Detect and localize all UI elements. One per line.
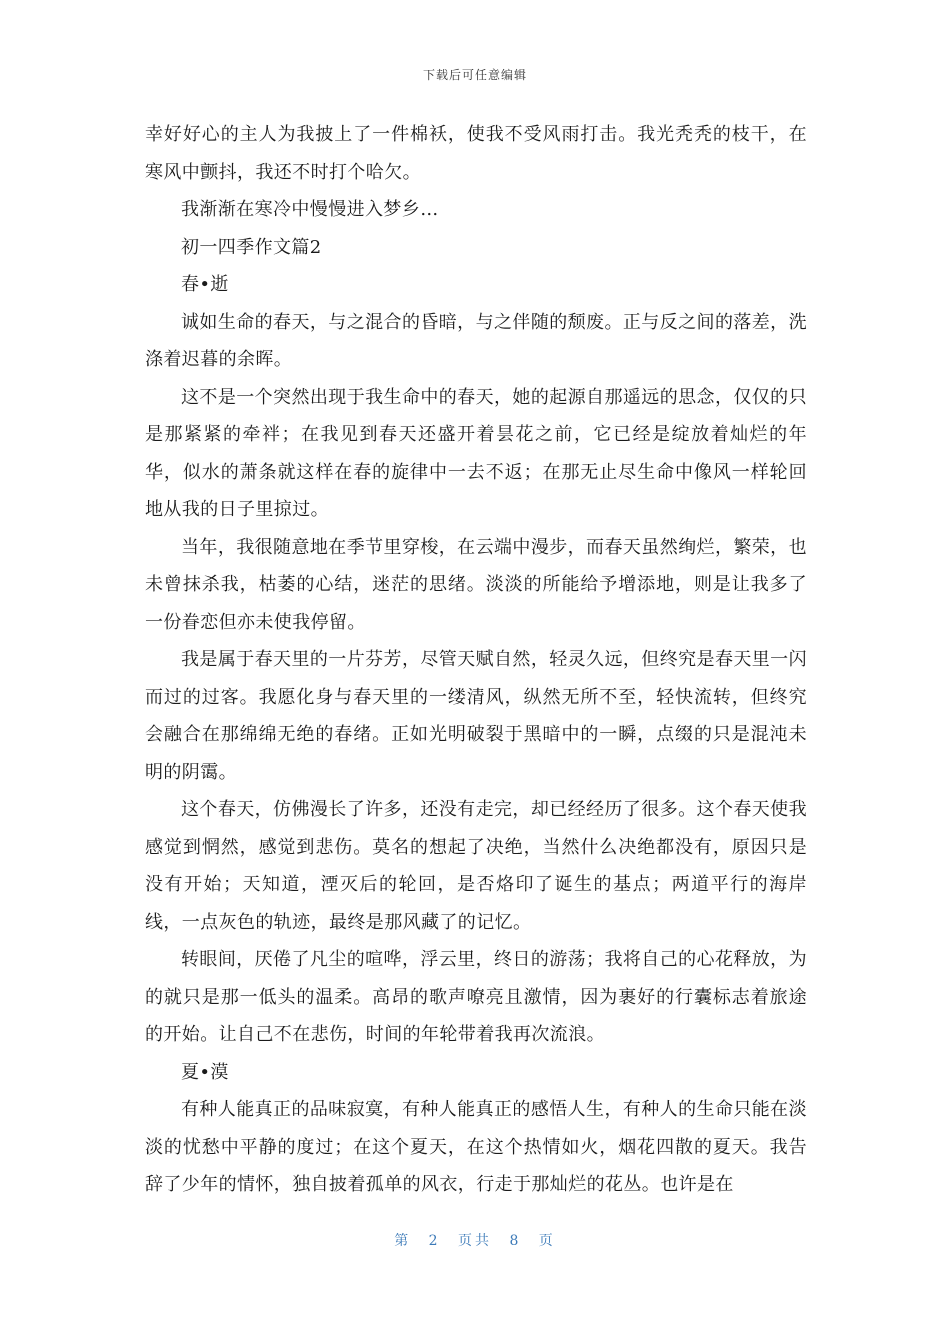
paragraph: 我渐渐在寒冷中慢慢进入梦乡… <box>181 199 439 220</box>
page-number-footer: 第 2 页共 8 页 <box>394 1233 556 1249</box>
paragraph: 这个春天，仿佛漫长了许多，还没有走完，却已经经历了很多。这个春天使我感觉到惘然，感觉到悲伤。莫名的想起了决绝，当然什么决绝都没有，原因只是没有开始；天知道，湮灭后的轮回，是否烙印了诞生的基点；两道平行的海岸线，一点灰色的轨迹，最终是那风藏了的记忆。 <box>145 799 807 933</box>
paragraph: 转眼间，厌倦了凡尘的喧哗，浮云里，终日的游荡；我将自己的心花释放，为的就只是那一低头的温柔。高昂的歌声嘹亮且激情，因为裹好的行囊标志着旅途的开始。让自己不在悲伤，时间的年轮带着我再次流浪。 <box>145 949 807 1045</box>
page-header-note: 下载后可任意编辑 <box>422 68 527 82</box>
subsection-title: 夏•漠 <box>181 1061 229 1083</box>
paragraph: 有种人能真正的品味寂寞，有种人能真正的感悟人生，有种人的生命只能在淡淡的忧愁中平静的度过；在这个夏天，在这个热情如火，烟花四散的夏天。我告辞了少年的情怀，独自披着孤单的风衣，行走于那灿烂的花丛。也许是在 <box>145 1099 807 1195</box>
subsection-title: 春•逝 <box>181 274 229 295</box>
paragraph: 这不是一个突然出现于我生命中的春天，她的起源自那遥远的思念，仅仅的只是那紧紧的牵袢；在我见到春天还盛开着昙花之前，它已经是绽放着灿烂的年华，似水的萧条就这样在春的旋律中一去不返；在那无止尽生命中像风一样轮回地从我的日子里掠过。 <box>145 386 807 520</box>
paragraph: 诚如生命的春天，与之混合的昏暗，与之伴随的颓废。正与反之间的落差，洗涤着迟暮的余晖。 <box>145 311 807 370</box>
paragraph: 我是属于春天里的一片芬芳，尽管天赋自然，轻灵久远，但终究是春天里一闪而过的过客。我愿化身与春天里的一缕清风，纵然无所不至，轻快流转，但终究会融合在那绵绵无绝的春绪。正如光明破裂于黑暗中的一瞬，点缀的只是混沌未明的阴霭。 <box>145 649 807 783</box>
paragraph: 当年，我很随意地在季节里穿梭，在云端中漫步，而春天虽然绚烂，繁荣，也未曾抹杀我，枯萎的心结，迷茫的思绪。淡淡的所能给予增添地，则是让我多了一份眷恋但亦未使我停留。 <box>145 536 807 633</box>
paragraph: 幸好好心的主人为我披上了一件棉袄，使我不受风雨打击。我光秃秃的枝干，在寒风中颤抖，我还不时打个哈欠。 <box>145 124 807 183</box>
document-body <box>145 116 807 1204</box>
section-title: 初一四季作文篇2 <box>181 236 322 258</box>
